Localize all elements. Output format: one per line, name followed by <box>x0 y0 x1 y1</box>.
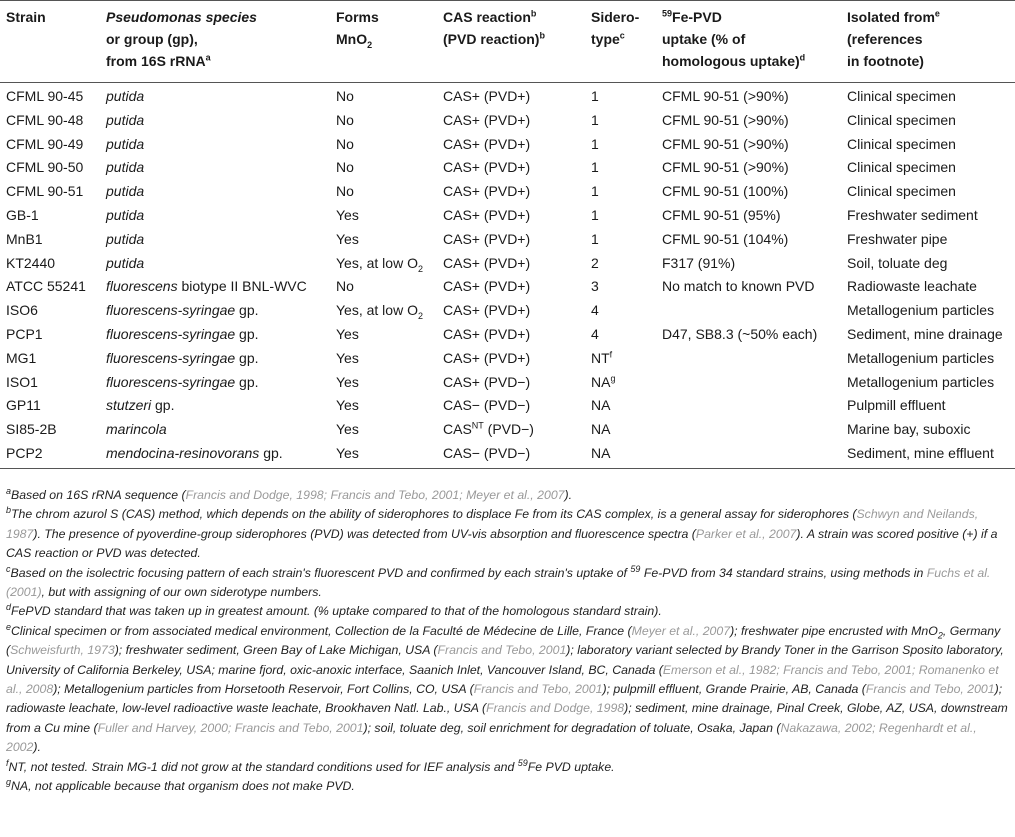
cell-isolated-from: Clinical specimen <box>847 111 956 128</box>
cell-fe-pvd-uptake: CFML 90-51 (>90%) <box>662 88 789 104</box>
cell-strain: KT2440 <box>6 254 56 271</box>
table-row <box>0 133 1015 157</box>
footnote-marker: c <box>6 563 11 574</box>
cell-isolated-from: Clinical specimen <box>847 183 956 200</box>
footnote-marker: d <box>6 602 12 613</box>
cell-isolated-from: Freshwater sediment <box>847 206 978 223</box>
cell-siderotype: 1 <box>591 111 599 128</box>
cell-fe-pvd-uptake <box>656 442 841 469</box>
cell-forms-mno2: Yes <box>336 397 359 414</box>
cell-isolated-from: Sediment, mine effluent <box>847 444 994 461</box>
footnote-marker: g <box>6 777 12 787</box>
table-row <box>0 204 1015 228</box>
cell-forms-mno2: No <box>336 135 354 152</box>
cell-siderotype: 3 <box>591 278 599 295</box>
cell-fe-pvd-uptake: CFML 90-51 (100%) <box>662 183 789 200</box>
cell-species: putida <box>106 88 145 104</box>
cell-species: mendocina-resinovorans gp. <box>106 444 283 461</box>
cell-strain: CFML 90-48 <box>6 111 84 128</box>
table-body <box>0 83 1015 469</box>
footnote-a: $^a$Based on 16S rRNA sequence (Francis and Dodge, 1998; Francis and Tebo, 2001; Meyer et al., 2007). <box>6 485 573 502</box>
citation-link[interactable]: Schweisfurth, 1973 <box>10 643 115 658</box>
table-header <box>0 1 1015 83</box>
cell-fe-pvd-uptake <box>656 418 841 442</box>
footnote-marker: b <box>6 505 12 516</box>
table-row <box>0 180 1015 204</box>
citation-link[interactable]: Francis and Dodge, 1998; Francis and Tebo, 2001; Meyer et al., 2007 <box>185 488 565 502</box>
cell-forms-mno2: No <box>336 111 354 128</box>
cell-strain: PCP1 <box>6 325 43 342</box>
cell-cas-reaction: CAS+ (PVD+) <box>443 230 531 247</box>
citation-link[interactable]: Fuchs et al. (2001) <box>6 565 991 600</box>
header-forms-mno2: Forms MnO$_2$ <box>336 9 379 50</box>
cell-forms-mno2: Yes <box>336 373 359 390</box>
cell-strain: SI85-2B <box>6 421 57 438</box>
cell-strain: MnB1 <box>6 230 43 247</box>
cell-isolated-from: Soil, toluate deg <box>847 254 948 271</box>
citation-link[interactable]: Francis and Tebo, 2001 <box>865 682 995 697</box>
header-siderotype: Sidero- type$^c$ <box>591 9 640 47</box>
cell-strain: ISO6 <box>6 302 38 319</box>
citation-link[interactable]: Francis and Tebo, 2001 <box>473 682 603 697</box>
footnote-d: $^d$FePVD standard that was taken up in greatest amount. (% uptake compared to that of the homologous standard strain). <box>6 602 662 619</box>
citation-link[interactable]: Emerson et al., 1982; Francis and Tebo, 2001; Romanenko et al., 2008 <box>6 662 999 697</box>
cell-fe-pvd-uptake: CFML 90-51 (>90%) <box>662 135 789 152</box>
cell-strain: PCP2 <box>6 444 43 461</box>
cell-species: fluorescens biotype II BNL-WVC <box>106 278 307 295</box>
cell-cas-reaction: CAS+ (PVD+) <box>443 349 531 366</box>
cell-strain: ATCC 55241 <box>6 278 86 295</box>
cell-species: putida <box>106 183 145 200</box>
cell-strain: CFML 90-51 <box>6 183 84 200</box>
cell-siderotype: $NT^f$ <box>591 349 613 366</box>
cell-siderotype: 1 <box>591 230 599 247</box>
table-row <box>0 394 1015 418</box>
cell-cas-reaction: CAS+ (PVD+) <box>443 111 531 128</box>
footnote-c: $^c$Based on the isolectric focusing pattern of each strain's fluorescent PVD and confirmed by each strain's uptake of $^{59}$ Fe-PVD from 34 standard strains, using methods in Fuchs et al. (2001), but with assigning of our own siderotype numbers. <box>6 563 991 600</box>
citation-link[interactable]: Francis and Dodge, 1998 <box>486 701 625 716</box>
cell-isolated-from: Clinical specimen <box>847 159 956 176</box>
cell-cas-reaction: CAS+ (PVD+) <box>443 206 531 223</box>
cell-species: fluorescens-syringae gp. <box>106 349 259 366</box>
table-footnotes <box>6 486 1009 797</box>
citation-link[interactable]: Fuller and Harvey, 2000; Francis and Tebo, 2001 <box>97 720 364 735</box>
header-isolated-from: Isolated from$^e$ (references in footnote) <box>847 8 940 69</box>
cell-siderotype: $NA^g$ <box>591 372 616 390</box>
cell-species: putida <box>106 111 145 128</box>
table-row <box>0 371 1015 395</box>
table-row <box>0 323 1015 347</box>
table-row <box>0 347 1015 371</box>
cell-cas-reaction: CAS+ (PVD+) <box>443 135 531 152</box>
cell-strain: GB-1 <box>6 206 39 223</box>
cell-forms-mno2: No <box>336 159 354 176</box>
cell-cas-reaction: CAS+ (PVD−) <box>443 373 531 390</box>
cell-cas-reaction: CAS+ (PVD+) <box>443 325 531 342</box>
cell-cas-reaction: CAS+ (PVD+) <box>443 254 531 271</box>
cell-species: putida <box>106 230 145 247</box>
cell-isolated-from: Metallogenium particles <box>847 373 995 390</box>
cell-isolated-from: Clinical specimen <box>847 135 956 152</box>
cell-fe-pvd-uptake: CFML 90-51 (>90%) <box>662 111 789 128</box>
cell-siderotype: 1 <box>591 88 599 104</box>
cell-forms-mno2: Yes <box>336 444 359 461</box>
cell-fe-pvd-uptake <box>656 347 841 371</box>
footnote-e: $^e$Clinical specimen or from associated medical environment, Collection de la Faculté de Médecine de Lille, France (Meyer et al., 2007); freshwater pipe encrusted with MnO$_2$, Germany (Schweisfurth, 1973); freshwater sediment, Green Bay of Lake Michigan, USA (Francis and Tebo, 2001); laboratory variant selected by Brandy Toner in the Garrison Sposito laboratory, University of California Berkeley, USA; marine fjord, oxic-anoxic interface, Saanich Inlet, Vancouver Island, BC, Canada (Emerson et al., 1982; Francis and Tebo, 2001; Romanenko et al., 2008); Metallogenium particles from Horsetooth Reservoir, Fort Collins, CO, USA (Francis and Tebo, 2001); pulpmill effluent, Grande Prairie, AB, Canada (Francis and Tebo, 2001); radiowaste leachate, low-level radioactive waste leachate, Brookhaven Natl. Lab., USA (Francis and Dodge, 1998); sediment, mine drainage, Pinal Creek, Globe, AZ, USA, downstream from a Cu mine (Fuller and Harvey, 2000; Francis and Tebo, 2001); soil, toluate deg, soil enrichment for degradation of toluate, Osaka, Japan (Nakazawa, 2002; Regenhardt et al., 2002). <box>6 621 1008 755</box>
cell-cas-reaction: CAS+ (PVD+) <box>443 302 531 319</box>
cell-species: marincola <box>106 421 167 438</box>
cell-fe-pvd-uptake <box>656 394 841 418</box>
cell-isolated-from: Freshwater pipe <box>847 230 948 247</box>
cell-fe-pvd-uptake: CFML 90-51 (>90%) <box>662 159 789 176</box>
table-row <box>0 228 1015 252</box>
cell-cas-reaction: CAS+ (PVD+) <box>443 159 531 176</box>
cell-isolated-from: Pulpmill effluent <box>847 397 946 414</box>
cell-fe-pvd-uptake <box>656 371 841 395</box>
table-row <box>0 83 1015 109</box>
header-strain: Strain <box>6 9 46 25</box>
footnote-marker: f <box>6 757 9 768</box>
cell-forms-mno2: Yes <box>336 325 359 342</box>
cell-isolated-from: Metallogenium particles <box>847 302 995 319</box>
cell-fe-pvd-uptake: CFML 90-51 (104%) <box>662 230 789 247</box>
citation-link[interactable]: Parker et al., 2007 <box>695 526 797 541</box>
table-row <box>0 109 1015 133</box>
cell-cas-reaction: CAS+ (PVD+) <box>443 88 531 104</box>
cell-cas-reaction: $CAS^{NT}$ (PVD−) <box>443 420 534 438</box>
cell-forms-mno2: No <box>336 88 354 104</box>
cell-forms-mno2: Yes <box>336 349 359 366</box>
cell-species: stutzeri gp. <box>106 397 175 414</box>
cell-strain: MG1 <box>6 349 37 366</box>
table-row <box>0 418 1015 442</box>
citation-link[interactable]: Nakazawa, 2002; Regenhardt et al., 2002 <box>6 720 977 755</box>
cell-fe-pvd-uptake <box>656 299 841 323</box>
cell-fe-pvd-uptake: D47, SB8.3 (~50% each) <box>662 325 818 342</box>
citation-link[interactable]: Francis and Tebo, 2001 <box>437 643 567 658</box>
cell-fe-pvd-uptake: CFML 90-51 (95%) <box>662 206 781 223</box>
cell-isolated-from: Metallogenium particles <box>847 349 995 366</box>
footnote-f: $^f$NT, not tested. Strain MG-1 did not grow at the standard conditions used for IEF analysis and $^{59}$Fe PVD uptake. <box>6 757 615 774</box>
cell-strain: CFML 90-45 <box>6 88 84 104</box>
cell-siderotype: NA <box>591 421 611 438</box>
header-species: Pseudomonas species or group (gp), from 16S rRNA$^a$ <box>106 9 257 69</box>
cell-forms-mno2: Yes <box>336 230 359 247</box>
footnote-marker: a <box>6 485 12 496</box>
cell-isolated-from: Clinical specimen <box>847 88 956 104</box>
cell-species: fluorescens-syringae gp. <box>106 373 259 390</box>
table-row <box>0 275 1015 299</box>
cell-forms-mno2: Yes <box>336 206 359 223</box>
cell-fe-pvd-uptake: No match to known PVD <box>662 278 815 295</box>
cell-fe-pvd-uptake: F317 (91%) <box>662 254 736 271</box>
cell-species: putida <box>106 254 145 271</box>
cell-siderotype: 4 <box>591 302 599 319</box>
cell-species: putida <box>106 206 145 223</box>
citation-link[interactable]: Schwyn and Neilands, 1987 <box>6 507 979 541</box>
table-row <box>0 299 1015 323</box>
table-row <box>0 156 1015 180</box>
cell-species: putida <box>106 159 145 176</box>
cell-isolated-from: Marine bay, suboxic <box>847 421 971 438</box>
footnote-b: $^b$The chrom azurol S (CAS) method, which depends on the ability of siderophores to displace Fe from its CAS complex, is a general assay for siderophores (Schwyn and Neilands, 1987). The presence of pyoverdine-group siderophores (PVD) was detected from UV-vis absorption and fluorescence spectra (Parker et al., 2007). A strain was scored positive (+) if a CAS reaction or PVD was detected. <box>6 505 998 561</box>
cell-forms-mno2: No <box>336 183 354 200</box>
cell-siderotype: 1 <box>591 183 599 200</box>
cell-cas-reaction: CAS− (PVD−) <box>443 444 531 461</box>
cell-siderotype: NA <box>591 397 611 414</box>
cell-siderotype: NA <box>591 444 611 461</box>
cell-siderotype: 1 <box>591 135 599 152</box>
cell-species: fluorescens-syringae gp. <box>106 302 259 319</box>
cell-species: fluorescens-syringae gp. <box>106 325 259 342</box>
cell-strain: GP11 <box>6 397 41 414</box>
cell-forms-mno2: Yes <box>336 421 359 438</box>
cell-siderotype: 1 <box>591 206 599 223</box>
cell-strain: CFML 90-49 <box>6 135 84 152</box>
footnote-g: $^g$NA, not applicable because that organism does not make PVD. <box>6 777 355 794</box>
cell-isolated-from: Radiowaste leachate <box>847 278 977 295</box>
cell-strain: CFML 90-50 <box>6 159 84 176</box>
table-row <box>0 252 1015 276</box>
citation-link[interactable]: Meyer et al., 2007 <box>631 623 731 638</box>
cell-siderotype: 1 <box>591 159 599 176</box>
cell-species: putida <box>106 135 145 152</box>
footnote-marker: e <box>6 621 12 632</box>
table-row <box>0 442 1015 469</box>
cell-cas-reaction: CAS+ (PVD+) <box>443 183 531 200</box>
cell-cas-reaction: CAS− (PVD−) <box>443 397 531 414</box>
cell-siderotype: 2 <box>591 254 599 271</box>
cell-isolated-from: Sediment, mine drainage <box>847 325 1003 342</box>
header-cas-reaction: CAS reaction$^b$ (PVD reaction)$^b$ <box>443 8 545 47</box>
cell-strain: ISO1 <box>6 373 38 390</box>
cell-forms-mno2: Yes, at low $O_2$ <box>336 254 423 274</box>
cell-forms-mno2: Yes, at low $O_2$ <box>336 302 423 321</box>
cell-forms-mno2: No <box>336 278 354 295</box>
cell-siderotype: 4 <box>591 325 599 342</box>
cell-cas-reaction: CAS+ (PVD+) <box>443 278 531 295</box>
header-fe-pvd-uptake: $^{59}$Fe-PVD uptake (% of homologous uptake)$^d$ <box>662 8 806 69</box>
